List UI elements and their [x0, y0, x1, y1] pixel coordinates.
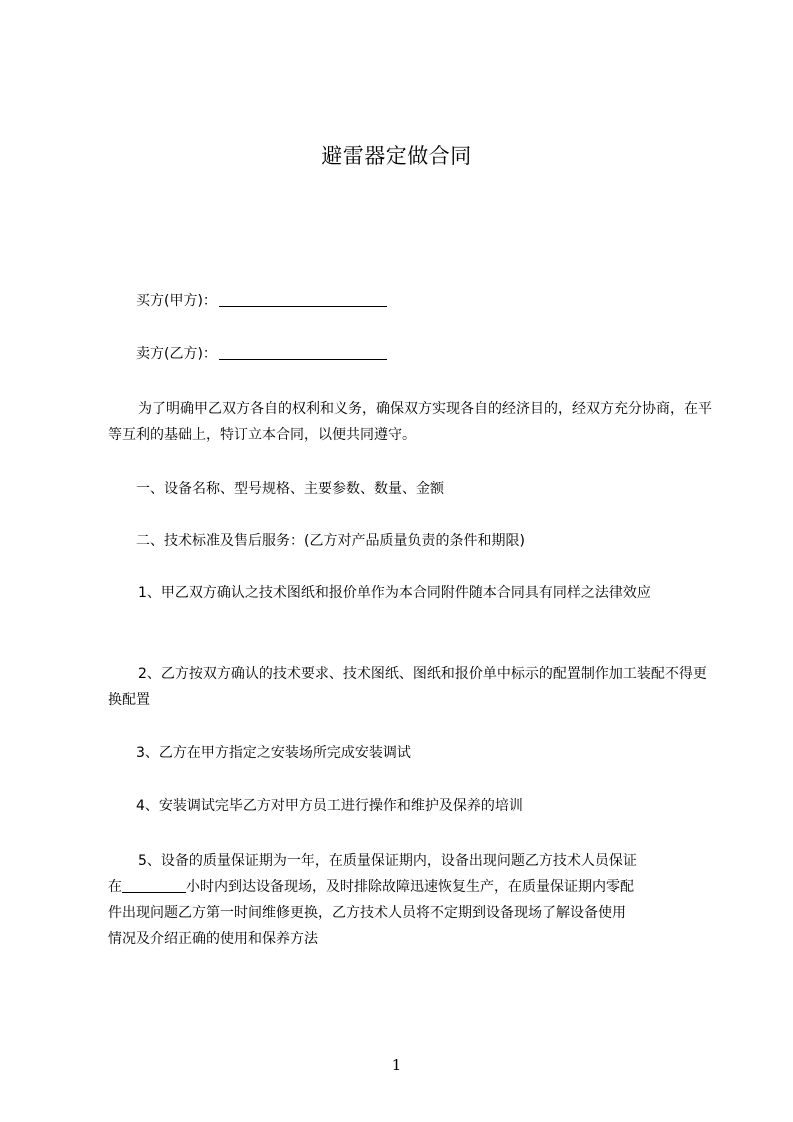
clause-3: 3、乙方在甲方指定之安装场所完成安装调试	[136, 745, 411, 761]
buyer-blank[interactable]	[219, 292, 387, 307]
clause-5-line-2	[108, 874, 718, 900]
clause-4: 4、安装调试完毕乙方对甲方员工进行操作和维护及保养的培训	[136, 798, 523, 814]
page-number: 1	[391, 1056, 402, 1074]
buyer-label: 买方(甲方)：	[136, 293, 217, 309]
clause-5-line-4: 情况及介绍正确的使用和保养方法	[108, 931, 318, 947]
seller-label: 卖方(乙方)：	[136, 346, 217, 362]
clause-5-line-3: 件出现问题乙方第一时间维修更换，乙方技术人员将不定期到设备现场了解设备使用	[108, 905, 626, 921]
clause-5-line-1: 5、设备的质量保证期为一年，在质量保证期内，设备出现问题乙方技术人员保证	[138, 853, 637, 869]
buyer-line	[108, 288, 718, 314]
intro-paragraph: 为了明确甲乙双方各自的权利和义务，确保双方实现各自的经济目的，经双方充分协商，在平等互利的基础上，特订立本合同，以便共同遵守。	[108, 401, 712, 443]
clause-5-prefix: 在	[108, 879, 122, 895]
clause-5-suffix: 小时内到达设备现场，及时排除故障迅速恢复生产，在质量保证期内零配	[186, 879, 634, 895]
section-2-heading: 二、技术标准及售后服务：(乙方对产品质量负责的条件和期限)	[136, 533, 525, 549]
seller-line	[108, 341, 718, 367]
section-1-heading: 一、设备名称、型号规格、主要参数、数量、金额	[136, 481, 444, 497]
hours-blank[interactable]	[122, 878, 186, 893]
seller-blank[interactable]	[219, 345, 387, 360]
clause-2: 2、乙方按双方确认的技术要求、技术图纸、图纸和报价单中标示的配置制作加工装配不得更换配置	[108, 666, 707, 708]
clause-1: 1、甲乙双方确认之技术图纸和报价单作为本合同附件随本合同具有同样之法律效应	[138, 585, 651, 601]
document-title: 避雷器定做合同	[321, 144, 472, 168]
